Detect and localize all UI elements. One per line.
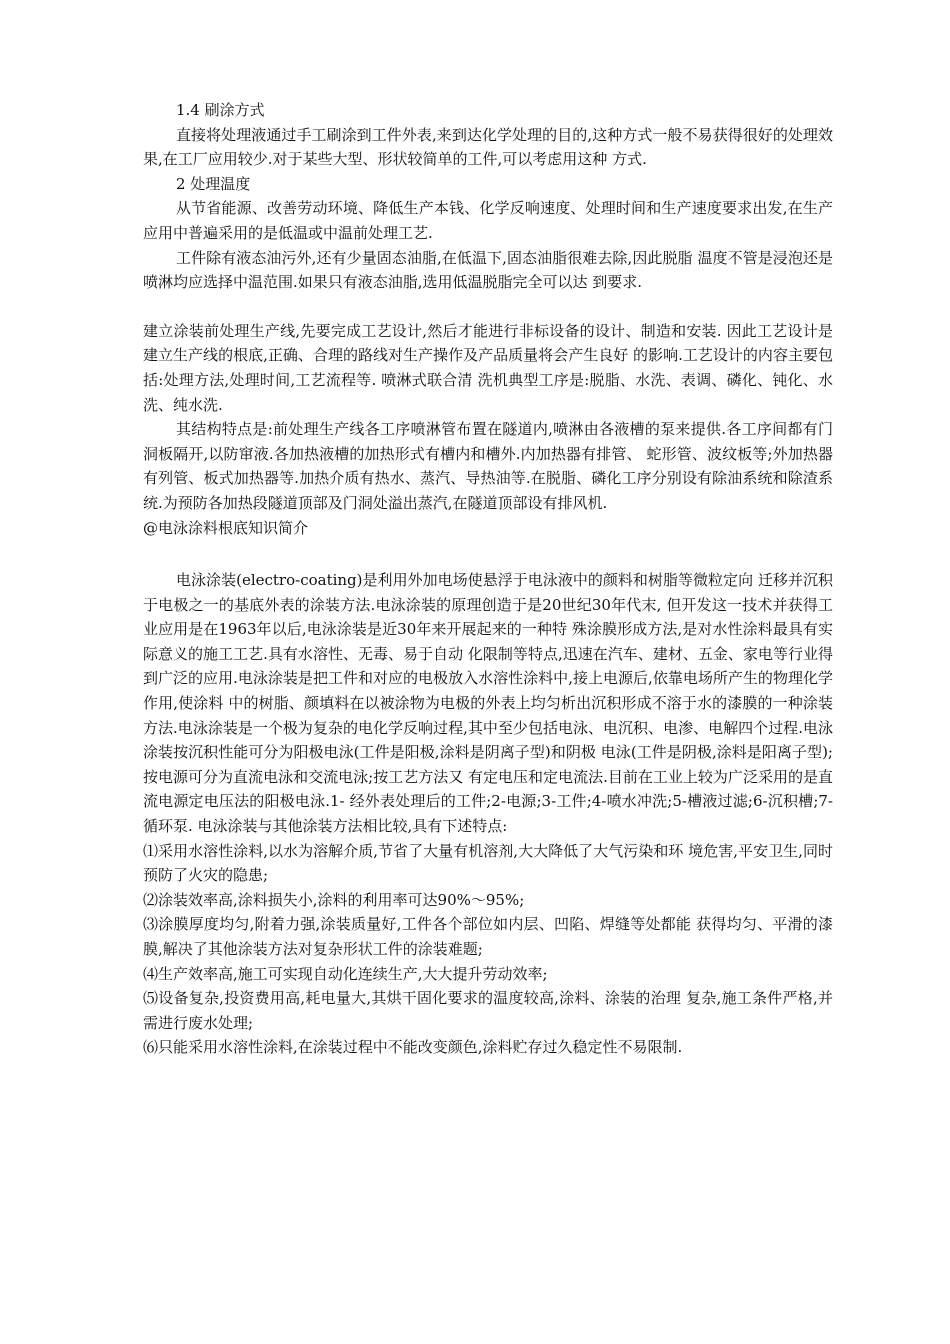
electro-section-title: @电泳涂料根底知识简介 [143,518,309,537]
spacer [143,540,833,568]
list-item: ⑴采用水溶性涂料,以水为溶解介质,节省了大量有机溶剂,大大降低了大气污染和环 境危害,平安卫生,同时预防了火灾的隐患; [143,841,833,885]
paragraph-production-line-1: 建立涂装前处理生产线,先要完成工艺设计,然后才能进行非标设备的设计、制造和安装. 因此工艺设计是建立生产线的根底,正确、合理的路线对生产操作及产品质量将会产生良好 的影响.工艺设计的内容主要包括:处理方法,处理时间,工艺流程等. 喷淋式联合清 洗机典型工序是:脱脂、水洗、表调、磷化、钝化、水洗、纯水洗. [143,321,833,414]
list-item: ⑸设备复杂,投资费用高,耗电量大,其烘干固化要求的温度较高,涂料、涂装的治理 复杂,施工条件严格,并需进行废水处理; [143,989,833,1032]
list-item: ⑶涂膜厚度均匀,附着力强,涂装质量好,工件各个部位如内层、凹陷、焊缝等处都能 获得均匀、平滑的漆膜,解决了其他涂装方法对复杂形状工件的涂装难题; [143,915,833,958]
list-item: ⑵涂装效率高,涂料损失小,涂料的利用率可达90%〜95%; [143,890,525,909]
paragraph-temperature-1: 从节省能源、改善劳动环境、降低生产本钱、化学反响速度、处理时间和生产速度要求出发,在生产应用中普遍采用的是低温或中温前处理工艺. [143,199,833,242]
spacer [143,295,833,319]
section-heading-1-4: 1.4 刷涂方式 [176,101,265,119]
paragraph-production-line-2: 其结构特点是:前处理生产线各工序喷淋管布置在隧道内,喷淋由各液槽的泵来提供.各工序间都有门洞板隔开,以防窜液.各加热液槽的加热形式有槽内和槽外.内加热器有排管、 蛇形管、波纹板等;外加热器有列管、板式加热器等.加热介质有热水、蒸汽、导热油等.在脱脂、磷化工序分别设有除油系统和除渣系统.为预防各加热段隧道顶部及门洞处溢出蒸汽,在隧道顶部设有排风机. [143,420,833,512]
feature-list [143,839,833,1060]
document-page [143,98,833,1060]
section-heading-2: 2 处理温度 [176,174,251,193]
paragraph-temperature-2: 工件除有液态油污外,还有少量固态油脂,在低温下,固态油脂很难去除,因此脱脂 温度不管是浸泡还是喷淋均应选择中温范围.如果只有液态油脂,选用低温脱脂完全可以达 到要求. [143,248,833,292]
paragraph-brush-coating: 直接将处理液通过手工刷涂到工件外表,来到达化学处理的目的,这种方式一般不易获得很好的处理效果,在工厂应用较少.对于某些大型、形状较简单的工件,可以考虑用这种 方式. [143,125,833,169]
list-item: ⑷生产效率高,施工可实现自动化连续生产,大大提升劳动效率; [143,964,548,983]
list-item: ⑹只能采用水溶性涂料,在涂装过程中不能改变颜色,涂料贮存过久稳定性不易限制. [143,1038,683,1057]
paragraph-electro-coating: 电泳涂装(electro-coating)是利用外加电场使悬浮于电泳液中的颜料和树脂等微粒定向 迁移并沉积于电极之一的基底外表的涂装方法.电泳涂装的原理创造于是20世纪30年代末, 但开发这一技术并获得工业应用是在1963年以后,电泳涂装是近30年来开展起来的一种特 殊涂膜形成方法,是对水性涂料最具有实际意义的施工工艺.具有水溶性、无毒、易于自动 化限制等特点,迅速在汽车、建材、五金、家电等行业得到广泛的应用.电泳涂装是把工件和对应的电极放入水溶性涂料中,接上电源后,依靠电场所产生的物理化学作用,使涂料 中的树脂、颜填料在以被涂物为电极的外表上均匀析出沉积形成不溶于水的漆膜的一种涂装方法.电泳涂装是一个极为复杂的电化学反响过程,其中至少包括电泳、电沉积、电渗、电解四个过程.电泳涂装按沉积性能可分为阳极电泳(工件是阳极,涂料是阴离子型)和阴极 电泳(工件是阴极,涂料是阳离子型);按电源可分为直流电泳和交流电泳;按工艺方法又 有定电压和定电流法.目前在工业上较为广泛采用的是直流电源定电压法的阳极电泳.1- 经外表处理后的工件;2-电源;3-工件;4-喷水冲洗;5-槽液过滤;6-沉积槽;7-循环泵. 电泳涂装与其他涂装方法相比较,具有下述特点: [143,571,833,836]
